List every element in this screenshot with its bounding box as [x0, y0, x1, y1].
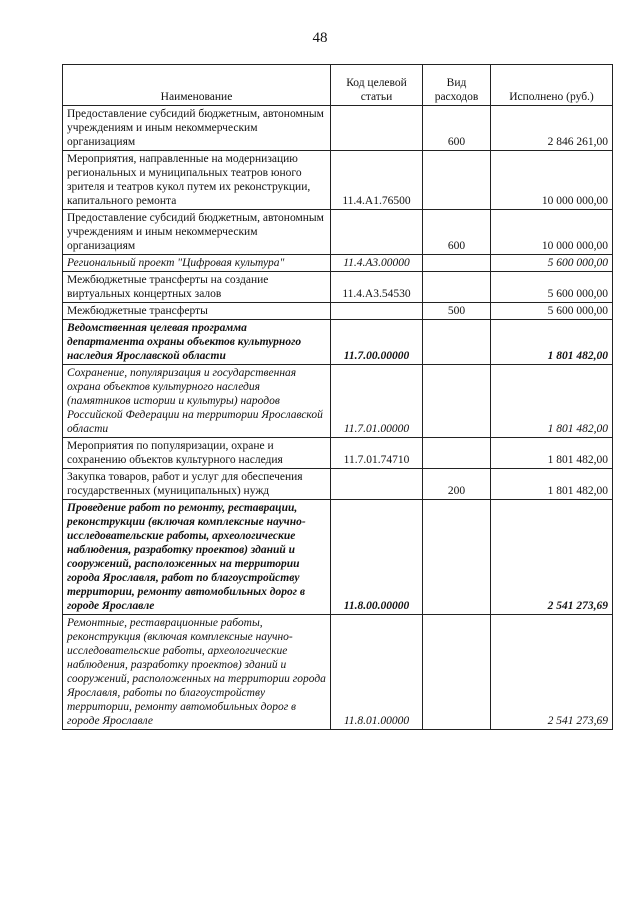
- cell-name: Межбюджетные трансферты: [63, 303, 331, 320]
- budget-execution-table: [62, 64, 613, 730]
- header-amount: Исполнено (руб.): [491, 65, 613, 106]
- cell-type: [423, 272, 491, 303]
- cell-type: [423, 500, 491, 615]
- cell-amount: 1 801 482,00: [491, 438, 613, 469]
- cell-amount: 2 541 273,69: [491, 615, 613, 730]
- cell-type: [423, 255, 491, 272]
- table-row: [63, 438, 613, 469]
- cell-name: Предоставление субсидий бюджетным, автономным учреждениям и иным некоммерческим организациям: [63, 106, 331, 151]
- cell-type: [423, 320, 491, 365]
- table-header-row: [63, 65, 613, 106]
- cell-code: [331, 469, 423, 500]
- cell-code: 11.8.01.00000: [331, 615, 423, 730]
- table-row: [63, 615, 613, 730]
- table-row: [63, 500, 613, 615]
- cell-amount: 5 600 000,00: [491, 303, 613, 320]
- cell-amount: 1 801 482,00: [491, 469, 613, 500]
- cell-code: [331, 210, 423, 255]
- cell-type: 600: [423, 106, 491, 151]
- cell-type: 200: [423, 469, 491, 500]
- cell-name: Межбюджетные трансферты на создание виртуальных концертных залов: [63, 272, 331, 303]
- cell-name: Мероприятия по популяризации, охране и сохранению объектов культурного наследия: [63, 438, 331, 469]
- cell-amount: 5 600 000,00: [491, 272, 613, 303]
- cell-type: 500: [423, 303, 491, 320]
- table-row: [63, 320, 613, 365]
- cell-name: Мероприятия, направленные на модернизацию региональных и муниципальных театров юного зрителя и театров кукол путем их реконструкции, капитального ремонта: [63, 151, 331, 210]
- cell-amount: 2 846 261,00: [491, 106, 613, 151]
- cell-code: 11.8.00.00000: [331, 500, 423, 615]
- table-row: [63, 272, 613, 303]
- table-row: [63, 303, 613, 320]
- table-row: [63, 151, 613, 210]
- cell-amount: 10 000 000,00: [491, 210, 613, 255]
- table-row: [63, 106, 613, 151]
- cell-name: Ремонтные, реставрационные работы, реконструкция (включая комплексные научно-исследовательские работы, археологические наблюдения, разработку проектов) зданий и сооружений, расположенных на территории города Ярославля, работы по благоустройству территории, ремонту автомобильных дорог в городе Ярославле: [63, 615, 331, 730]
- header-code: Код целевой статьи: [331, 65, 423, 106]
- cell-code: 11.4.А3.00000: [331, 255, 423, 272]
- page-number: 48: [312, 30, 328, 46]
- cell-type: [423, 365, 491, 438]
- table-row: [63, 255, 613, 272]
- cell-amount: 1 801 482,00: [491, 365, 613, 438]
- table-row: [63, 365, 613, 438]
- cell-name: Сохранение, популяризация и государственная охрана объектов культурного наследия (памятников истории и культуры) народов Российской Федерации на территории Ярославской области: [63, 365, 331, 438]
- cell-code: [331, 106, 423, 151]
- cell-name: Ведомственная целевая программа департамента охраны объектов культурного наследия Ярославской области: [63, 320, 331, 365]
- cell-code: 11.7.01.00000: [331, 365, 423, 438]
- cell-name: Закупка товаров, работ и услуг для обеспечения государственных (муниципальных) нужд: [63, 469, 331, 500]
- table-row: [63, 469, 613, 500]
- cell-type: [423, 615, 491, 730]
- cell-code: 11.4.А3.54530: [331, 272, 423, 303]
- cell-name: Проведение работ по ремонту, реставрации, реконструкции (включая комплексные научно-исследовательские работы, археологические наблюдения, разработку проектов) зданий и сооружений, расположенных на территории города Ярославля, работ по благоустройству территории, ремонту автомобильных дорог в городе Ярославле: [63, 500, 331, 615]
- cell-code: 11.4.А1.76500: [331, 151, 423, 210]
- cell-type: [423, 438, 491, 469]
- cell-code: 11.7.00.00000: [331, 320, 423, 365]
- header-type: Вид расходов: [423, 65, 491, 106]
- cell-name: Предоставление субсидий бюджетным, автономным учреждениям и иным некоммерческим организациям: [63, 210, 331, 255]
- cell-type: [423, 151, 491, 210]
- cell-code: [331, 303, 423, 320]
- table-row: [63, 210, 613, 255]
- header-name: Наименование: [63, 65, 331, 106]
- cell-amount: 1 801 482,00: [491, 320, 613, 365]
- cell-amount: 5 600 000,00: [491, 255, 613, 272]
- cell-amount: 2 541 273,69: [491, 500, 613, 615]
- cell-amount: 10 000 000,00: [491, 151, 613, 210]
- cell-type: 600: [423, 210, 491, 255]
- cell-code: 11.7.01.74710: [331, 438, 423, 469]
- cell-name: Региональный проект "Цифровая культура": [63, 255, 331, 272]
